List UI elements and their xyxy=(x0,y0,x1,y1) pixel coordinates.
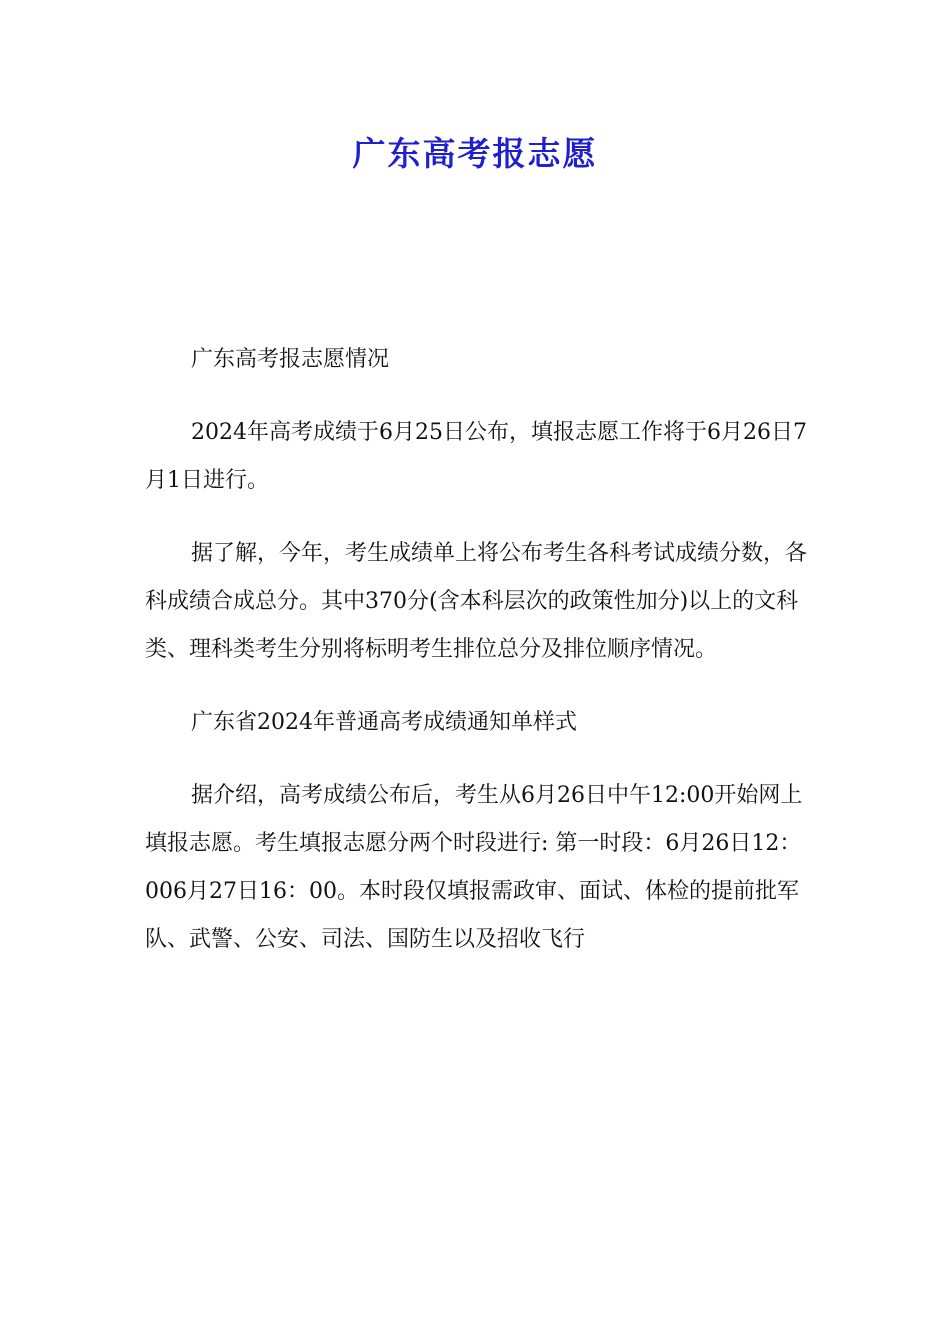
document-title: 广东高考报志愿 xyxy=(352,134,598,173)
paragraph: 2024年高考成绩于6月25日公布，填报志愿工作将于6月26日7月1日进行。 xyxy=(145,420,807,493)
paragraph-heading: 广东高考报志愿情况 xyxy=(191,347,390,372)
document-body xyxy=(145,336,813,989)
paragraph: 据了解，今年，考生成绩单上将公布考生各科考试成绩分数，各科成绩合成总分。其中370分(含本科层次的政策性加分)以上的文科类、理科类考生分别将标明考生排位总分及排位顺序情况。 xyxy=(145,541,808,662)
paragraph-heading: 广东省2024年普通高考成绩通知单样式 xyxy=(191,710,577,735)
paragraph: 据介绍，高考成绩公布后，考生从6月26日中午12:00开始网上填报志愿。考生填报志愿分两个时段进行: 第一时段：6月26日12：006月27日16：00。本时段仅填报需政审、面试、体检的提前批军队、武警、公安、司法、国防生以及招收飞行 xyxy=(145,783,803,952)
